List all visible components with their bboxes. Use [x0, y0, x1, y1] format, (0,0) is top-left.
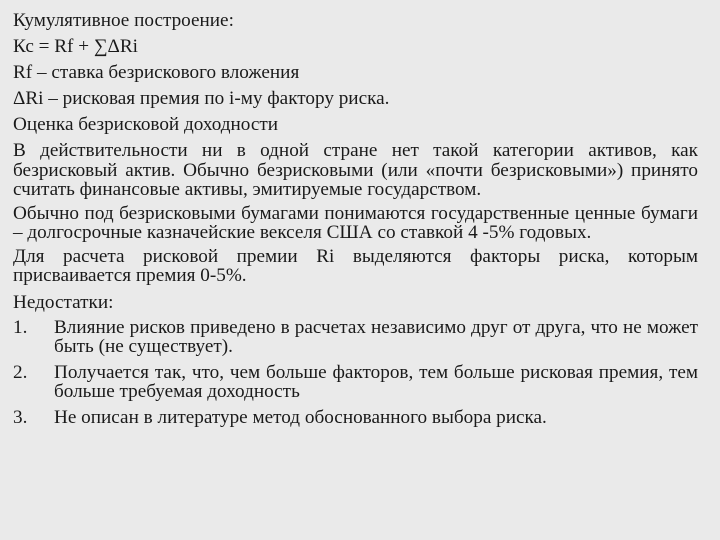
definition-delta-ri: ΔRi – рисковая премия по i-му фактору риска. — [13, 88, 390, 109]
list-item-number: 3. — [13, 406, 28, 428]
list-item-text: Влияние рисков приведено в расчетах независимо друг от друга, что не может быть (не существует). — [54, 316, 698, 357]
list-item — [13, 408, 698, 428]
list-item-number: 2. — [13, 361, 28, 383]
formula-ks: Кс = Rf + ∑ΔRi — [13, 36, 138, 57]
paragraph-government-bonds: Обычно под безрисковыми бумагами понимаются государственные ценные бумаги – долгосрочные казначейские векселя США со ставкой 4 -5% годовых. — [13, 202, 698, 243]
list-item — [13, 318, 698, 357]
slide-content — [13, 8, 698, 433]
list-item-text: Не описан в литературе метод обоснованного выбора риска. — [54, 406, 547, 428]
drawbacks-list — [13, 318, 698, 428]
heading-riskfree-yield: Оценка безрисковой доходности — [13, 114, 279, 135]
heading-drawbacks: Недостатки: — [13, 291, 114, 313]
list-item-text: Получается так, что, чем больше факторов, тем больше рисковая премия, тем больше требуемая доходность — [54, 361, 698, 402]
definition-rf: Rf – ставка безрискового вложения — [13, 62, 300, 83]
list-item — [13, 363, 698, 402]
paragraph-riskfree-asset: В действительности ни в одной стране нет такой категории активов, как безрисковый актив. Обычно безрисковыми (или «почти безрисковыми») принято считать финансовые активы, эмитируемые государством. — [13, 140, 698, 200]
heading-cumulative-build: Кумулятивное построение: — [13, 10, 234, 31]
list-item-number: 1. — [13, 316, 28, 338]
paragraph-risk-premium: Для расчета рисковой премии Ri выделяются факторы риска, которым присваивается премия 0-5%. — [13, 245, 698, 286]
